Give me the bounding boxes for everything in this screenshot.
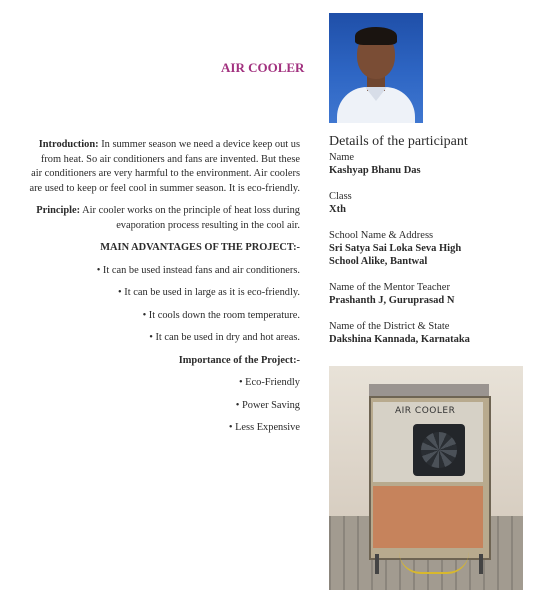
importance-item: • Eco-Friendly <box>238 377 300 388</box>
advantage-item: • It cools down the room temperature. <box>142 309 300 321</box>
principle-label: Principle: <box>36 205 81 216</box>
class-value: Xth <box>329 204 346 215</box>
principle-text: Air cooler works on the principle of heat loss during evaporation process resulting in the cool air. <box>80 205 300 231</box>
project-photo <box>329 366 523 590</box>
project-description <box>28 138 300 444</box>
participant-details <box>329 135 529 359</box>
fan-icon <box>413 424 465 476</box>
advantage-item: • It can be used instead fans and air conditioners. <box>96 264 300 276</box>
district-value: Dakshina Kannada, Karnataka <box>329 334 470 345</box>
introduction-label: Introduction: <box>38 139 99 150</box>
advantage-item: • It can be used in dry and hot areas. <box>149 332 300 343</box>
school-label: School Name & Address <box>329 230 434 241</box>
name-label: Name <box>329 152 355 163</box>
principle-paragraph <box>28 204 300 233</box>
importance-heading: Importance of the Project:- <box>178 354 300 366</box>
participant-photo <box>329 13 423 123</box>
importance-item: • Less Expensive <box>228 422 300 433</box>
introduction-text: In summer season we need a device keep out us from heat. So air conditioners and fans are invented. But these air conditioners are very harmful to the environment. Air coolers are used to keep or feel cool in summer season. It is eco-friendly. <box>29 139 300 194</box>
advantage-item: • It can be used in large as it is eco-friendly. <box>118 287 300 298</box>
school-value-line-1: Sri Satya Sai Loka Seva High <box>329 243 462 254</box>
mentor-value: Prashanth J, Guruprasad N <box>329 295 455 306</box>
details-heading: Details of the participant <box>329 134 468 149</box>
school-value-line-2: School Alike, Bantwal <box>329 256 428 267</box>
district-label: Name of the District & State <box>329 321 450 332</box>
page-title: AIR COOLER <box>221 60 305 75</box>
name-value: Kashyap Bhanu Das <box>329 165 421 176</box>
mentor-label: Name of the Mentor Teacher <box>329 282 450 293</box>
introduction-paragraph <box>28 138 300 196</box>
advantages-heading: MAIN ADVANTAGES OF THE PROJECT:- <box>100 242 300 253</box>
project-photo-label: AIR COOLER <box>395 406 456 416</box>
importance-item: • Power Saving <box>235 399 300 411</box>
class-label: Class <box>329 191 352 202</box>
